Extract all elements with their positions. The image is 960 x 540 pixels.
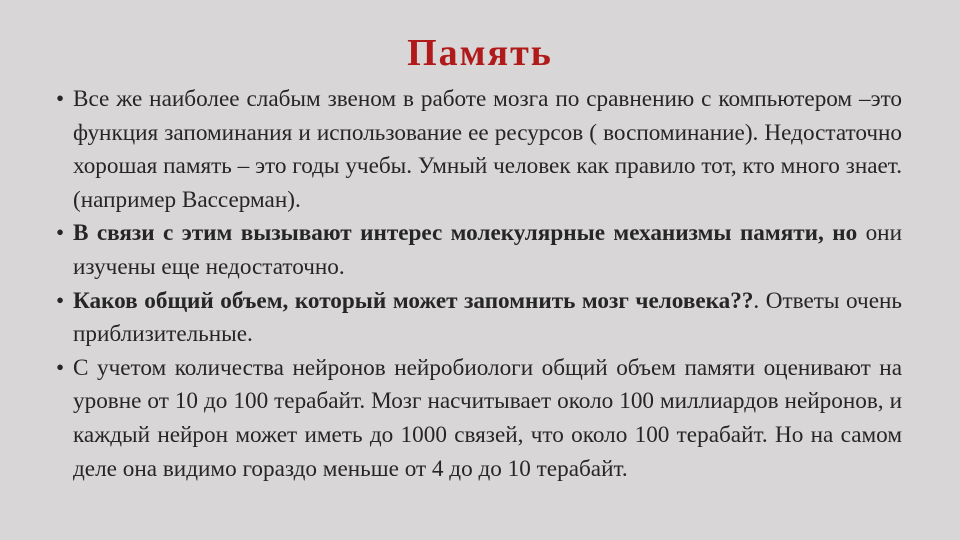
slide-title: Память (407, 32, 553, 74)
bullet-icon: • (56, 220, 65, 247)
bullet-icon: • (56, 354, 65, 381)
bullet-text: они изучены еще недостаточно. (73, 220, 902, 280)
bullet-text: С учетом количества нейронов нейробиологи общий объем памяти оценивают на уровне от 10 до 100 терабайт. Мозг насчитывает около 100 миллиардов нейронов, и каждый нейрон может иметь до 1000 связей, что около 100 терабайт. Но на самом деле она видимо гораздо меньше от 4 до до 10 терабайт. (73, 354, 902, 482)
slide-body (52, 83, 902, 486)
bullet-bold-text: В связи с этим вызывают интерес молекулярные механизмы памяти, но (73, 220, 866, 247)
bullet-text: . Ответы очень приблизительные. (73, 287, 902, 348)
bullet-item-3 (52, 285, 902, 352)
bullet-text: Все же наиболее слабым звеном в работе мозга по сравнению с компьютером –это функция запоминания и использование ее ресурсов ( воспоминание). Недостаточно хорошая память – это годы учебы. Умный человек как правило тот, кто много знает. (например Вассерман). (73, 86, 902, 213)
bullet-item-4 (52, 352, 902, 486)
bullet-item-1 (52, 83, 902, 217)
bullet-bold-text: Каков общий объем, который может запомнить мозг человека?? (73, 287, 754, 314)
bullet-item-2 (52, 217, 902, 284)
bullet-icon: • (56, 287, 65, 314)
bullet-icon: • (56, 86, 65, 112)
